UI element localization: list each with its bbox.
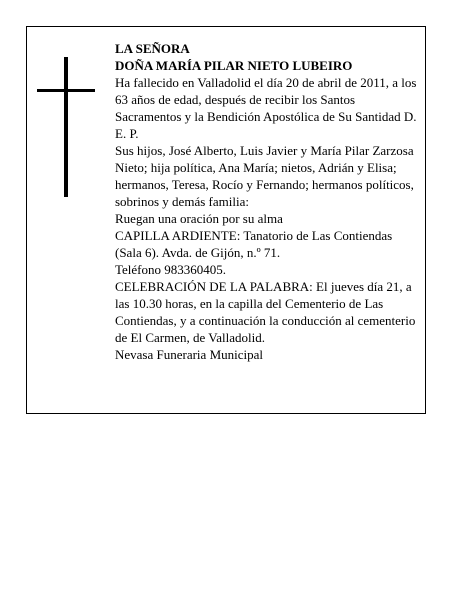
ceremony-details: CELEBRACIÓN DE LA PALABRA: El jueves día 21, a las 10.30 horas, en la capilla del Cementerio de Las Contiendas, y a continuación la conducción al cementerio de El Carmen, de Valladolid.	[115, 279, 416, 345]
cross-icon	[37, 57, 95, 197]
notice-text	[115, 40, 421, 363]
death-announcement: Ha fallecido en Valladolid el día 20 de abril de 2011, a los 63 años de edad, después de recibir los Santos Sacramentos y la Bendición Apostólica de Su Santidad D. E. P.	[115, 75, 417, 141]
cross-horizontal-bar	[37, 89, 95, 92]
cross-vertical-bar	[64, 57, 68, 197]
family-list: Sus hijos, José Alberto, Luis Javier y María Pilar Zarzosa Nieto; hija política, Ana María; nietos, Adrián y Elisa; hermanos, Teresa, Rocío y Fernando; hermanos políticos, sobrinos y demás familia:	[115, 143, 414, 209]
obituary-notice	[26, 26, 426, 414]
deceased-name: DOÑA MARÍA PILAR NIETO LUBEIRO	[115, 58, 353, 73]
notice-title: LA SEÑORA	[115, 41, 190, 56]
funeral-chapel: CAPILLA ARDIENTE: Tanatorio de Las Contiendas (Sala 6). Avda. de Gijón, n.º 71.	[115, 228, 393, 260]
funeral-home: Nevasa Funeraria Municipal	[115, 347, 264, 362]
prayer-request: Ruegan una oración por su alma	[115, 211, 283, 226]
phone-number: Teléfono 983360405.	[115, 262, 227, 277]
